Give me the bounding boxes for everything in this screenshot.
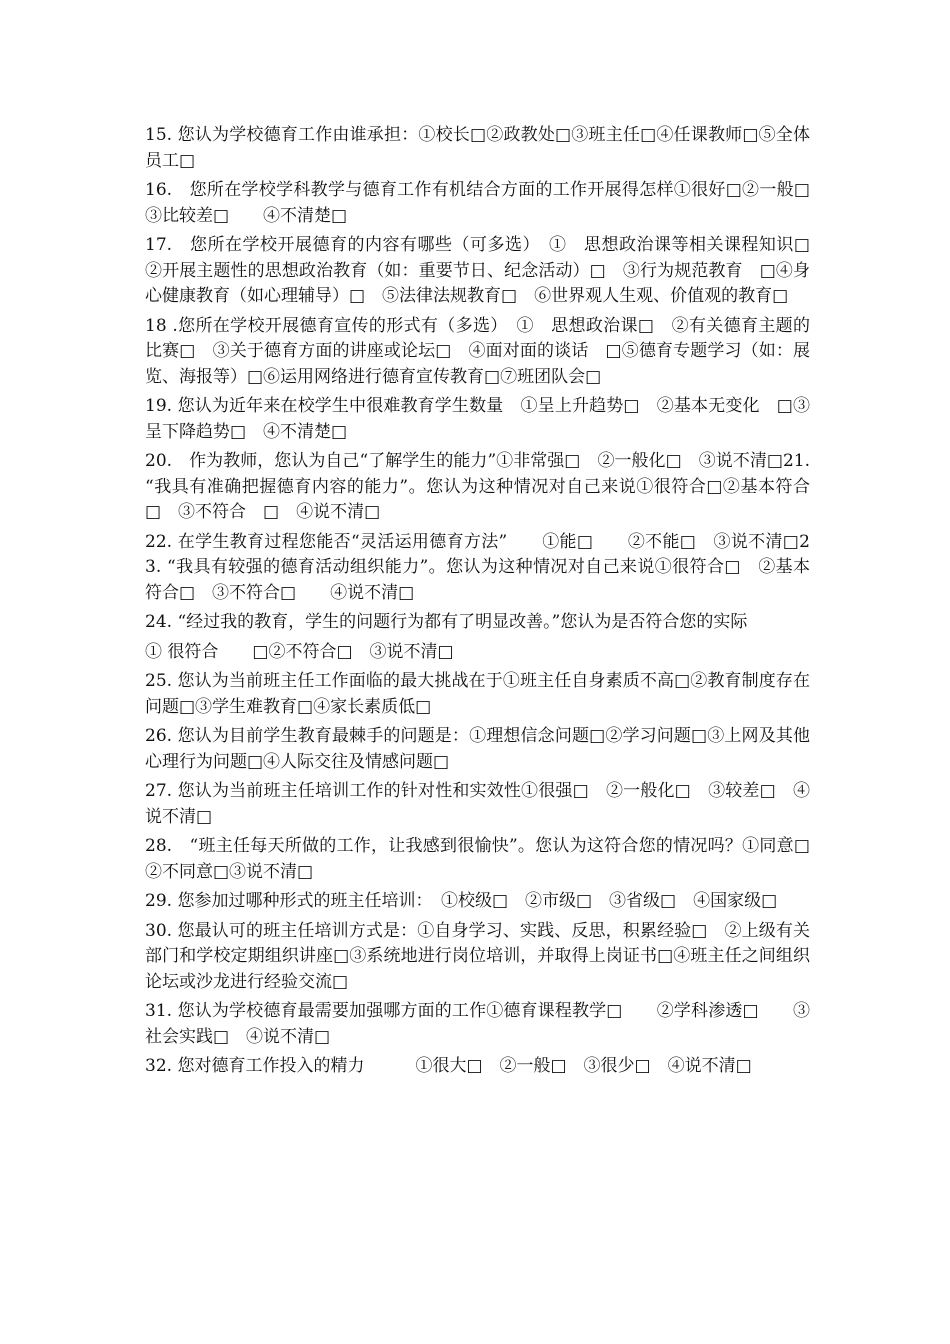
question-24-options: ① 很符合 □②不符合□ ③说不清□ <box>145 641 454 662</box>
question-27: 27. 您认为当前班主任培训工作的针对性和实效性①很强□ ②一般化□ ③较差□ ④说不清□ <box>145 781 810 827</box>
question-19: 19. 您认为近年来在校学生中很难教育学生数量 ①呈上升趋势□ ②基本无变化 □③呈下降趋势□ ④不清楚□ <box>145 396 810 442</box>
question-17: 17. 您所在学校开展德育的内容有哪些（可多选） ① 思想政治课等相关课程知识□ ②开展主题性的思想政治教育（如：重要节日、纪念活动）□ ③行为规范教育 □④身心健康教育（如心理辅导）□ ⑤法律法规教育□ ⑥世界观人生观、价值观的教育□ <box>145 235 827 306</box>
question-31: 31. 您认为学校德育最需要加强哪方面的工作①德育课程教学□ ②学科渗透□ ③社会实践□ ④说不清□ <box>145 1001 810 1047</box>
question-26: 26. 您认为目前学生教育最棘手的问题是：①理想信念问题□②学习问题□③上网及其他心理行为问题□④人际交往及情感问题□ <box>145 726 810 772</box>
question-24: 24. “经过我的教育，学生的问题行为都有了明显改善。”您认为是否符合您的实际 <box>145 612 748 632</box>
question-28: 28. “班主任每天所做的工作，让我感到很愉快”。您认为这符合您的情况吗？①同意□②不同意□③说不清□ <box>145 836 810 882</box>
question-25: 25. 您认为当前班主任工作面临的最大挑战在于①班主任自身素质不高□②教育制度存在问题□③学生难教育□④家长素质低□ <box>145 671 810 717</box>
question-20-21: 20. 作为教师，您认为自己“了解学生的能力”①非常强□ ②一般化□ ③说不清□21. “我具有准确把握德育内容的能力”。您认为这种情况对自己来说①很符合□②基本符合 □ ③不符合 □ ④说不清□ <box>145 451 827 522</box>
question-16: 16. 您所在学校学科教学与德育工作有机结合方面的工作开展得怎样①很好□②一般□③比较差□ ④不清楚□ <box>145 180 810 226</box>
question-15: 15. 您认为学校德育工作由谁承担：①校长□②政教处□③班主任□④任课教师□⑤全体员工□ <box>145 125 810 171</box>
question-30: 30. 您最认可的班主任培训方式是：①自身学习、实践、反思，积累经验□ ②上级有关部门和学校定期组织讲座□③系统地进行岗位培训，并取得上岗证书□④班主任之间组织论坛或沙龙进行经验交流□ <box>145 920 810 992</box>
question-29: 29. 您参加过哪种形式的班主任培训： ①校级□ ②市级□ ③省级□ ④国家级□ <box>145 891 778 911</box>
document-page <box>145 123 827 1084</box>
question-18: 18 .您所在学校开展德育宣传的形式有（多选） ① 思想政治课□ ②有关德育主题的比赛□ ③关于德育方面的讲座或论坛□ ④面对面的谈话 □⑤德育专题学习（如：展览、海报等）□⑥运用网络进行德育宣传教育□⑦班团队会□ <box>145 315 810 387</box>
question-22-23: 22. 在学生教育过程您能否“灵活运用德育方法” ①能□ ②不能□ ③说不清□23. “我具有较强的德育活动组织能力”。您认为这种情况对自己来说①很符合□ ②基本符合□ ③不符合□ ④说不清□ <box>145 531 810 603</box>
question-32: 32. 您对德育工作投入的精力 ①很大□ ②一般□ ③很少□ ④说不清□ <box>145 1056 752 1076</box>
